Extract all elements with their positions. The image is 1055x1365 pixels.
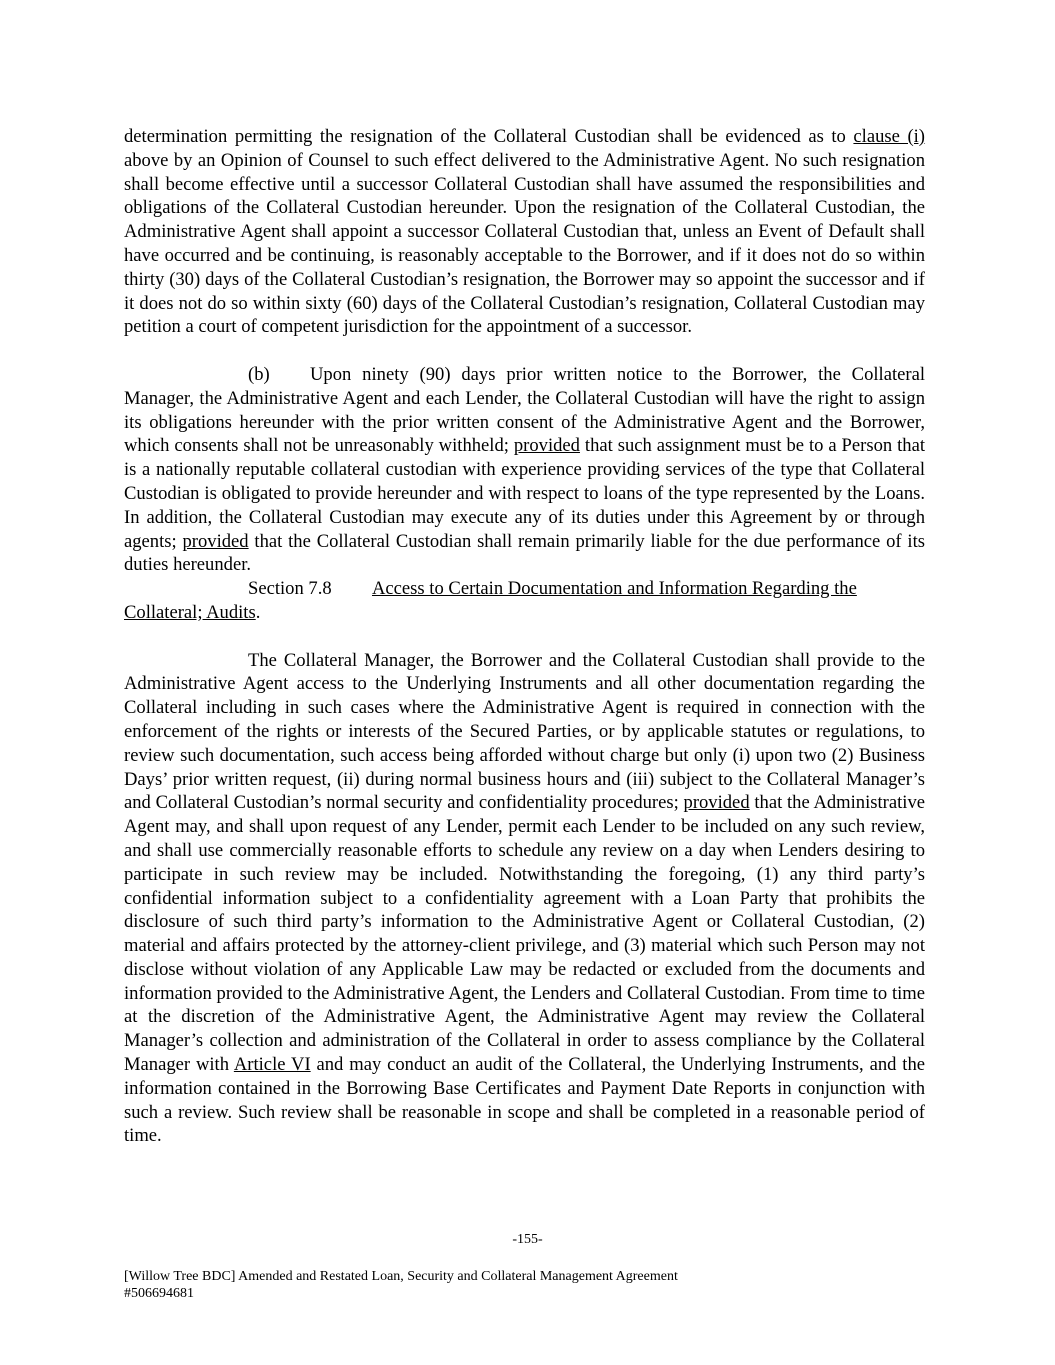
document-body — [124, 125, 925, 1148]
paragraph-resignation-continued — [124, 125, 925, 339]
provided-term-3: provided — [683, 792, 750, 814]
para3-text-3: and may conduct an audit of the Collateral, the Underlying Instruments, and the information contained in the Borrowing Base Certificates and Payment Date Reports in conjunction with such a review. Such review shall be reasonable in scope and shall be completed in a reasonable period of time. — [124, 1054, 925, 1147]
provided-term-1: provided — [513, 435, 580, 457]
footer-document-id: #506694681 — [124, 1286, 194, 1301]
para2-text-3: that the Collateral Custodian shall remain primarily liable for the due performance of its duties hereunder. — [124, 530, 925, 576]
para2-text-2: that such assignment must be to a Person that is a nationally reputable collateral custodian with experience providing services of the type that Collateral Custodian is obligated to provide hereunder and with respect to loans of the type represented by the Loans. In addition, the Collateral Custodian may execute any of its duties under this Agreement by or through agents; — [124, 435, 925, 552]
section-7-8-heading — [124, 577, 925, 625]
footer-agreement-title: [Willow Tree BDC] Amended and Restated Loan, Security and Collateral Management Agreement — [124, 1269, 678, 1284]
section-title: Access to Certain Documentation and Information Regarding the Collateral; Audits — [124, 578, 857, 623]
paragraph-b-assignment — [124, 363, 925, 577]
para3-text-1: The Collateral Manager, the Borrower and the Collateral Custodian shall provide to the Administrative Agent access to the Underlying Instruments and all other documentation regarding the Collateral including in such cases where the Administrative Agent is required in connection with the enforcement of the rights or interests of the Secured Parties, or by applicable statutes or regulations, to review such documentation, such access being afforded without charge but only (i) upon two (2) Business Days’ prior written request, (ii) during normal business hours and (iii) subject to the Collateral Manager’s and Collateral Custodian’s normal security and confidentiality procedures; — [124, 649, 925, 814]
section-number: Section 7.8 — [248, 578, 332, 600]
para2-text-1: Upon ninety (90) days prior written notice to the Borrower, the Collateral Manager, the Administrative Agent and each Lender, the Collateral Custodian will have the right to assign its obligations hereunder with the prior written consent of the Administrative Agent and the Borrower, which consents shall not be unreasonably withheld; — [124, 363, 925, 457]
section-title-period: . — [255, 601, 261, 623]
article-vi-reference: Article VI — [233, 1054, 311, 1076]
provided-term-2: provided — [182, 530, 249, 552]
clause-i-reference: clause (i) — [853, 126, 926, 147]
paragraph-access-documentation — [124, 649, 925, 1149]
page-number: -155- — [512, 1232, 543, 1247]
para1-text-1: determination permitting the resignation of the Collateral Custodian shall be evidenced as to — [124, 126, 854, 147]
para3-text-2: that the Administrative Agent may, and shall upon request of any Lender, permit each Lender to be included on any such review, and shall use commercially reasonable efforts to schedule any review on a day when Lenders desiring to participate in such review may be included. Notwithstanding the foregoing, (1) any third party’s confidential information subject to a confidentiality agreement with a Loan Party that prohibits the disclosure of such third party’s information to the Administrative Agent or Collateral Custodian, (2) material and affairs protected by the attorney-client privilege, and (3) material which such Person may not disclose without violation of any Applicable Law may be redacted or excluded from the documents and information provided to the Administrative Agent, the Lenders and Collateral Custodian. From time to time at the discretion of the Administrative Agent, the Administrative Agent may review the Collateral Manager’s collection and administration of the Collateral in order to assess compliance by the Collateral Manager with — [124, 792, 925, 1076]
document-footer — [124, 1268, 678, 1302]
para1-text-2: above by an Opinion of Counsel to such effect delivered to the Administrative Agent. No such resignation shall become effective until a successor Collateral Custodian shall have assumed the responsibilities and obligations of the Collateral Custodian hereunder. Upon the resignation of the Collateral Custodian, the Administrative Agent shall appoint a successor Collateral Custodian that, unless an Event of Default shall have occurred and be continuing, is reasonably acceptable to the Borrower, and if it does not do so within thirty (30) days of the Collateral Custodian’s resignation, the Borrower may so appoint the successor and if it does not do so within sixty (60) days of the Collateral Custodian’s resignation, Collateral Custodian may petition a court of competent jurisdiction for the appointment of a successor. — [124, 149, 925, 338]
subsection-label-b: (b) — [248, 363, 270, 385]
